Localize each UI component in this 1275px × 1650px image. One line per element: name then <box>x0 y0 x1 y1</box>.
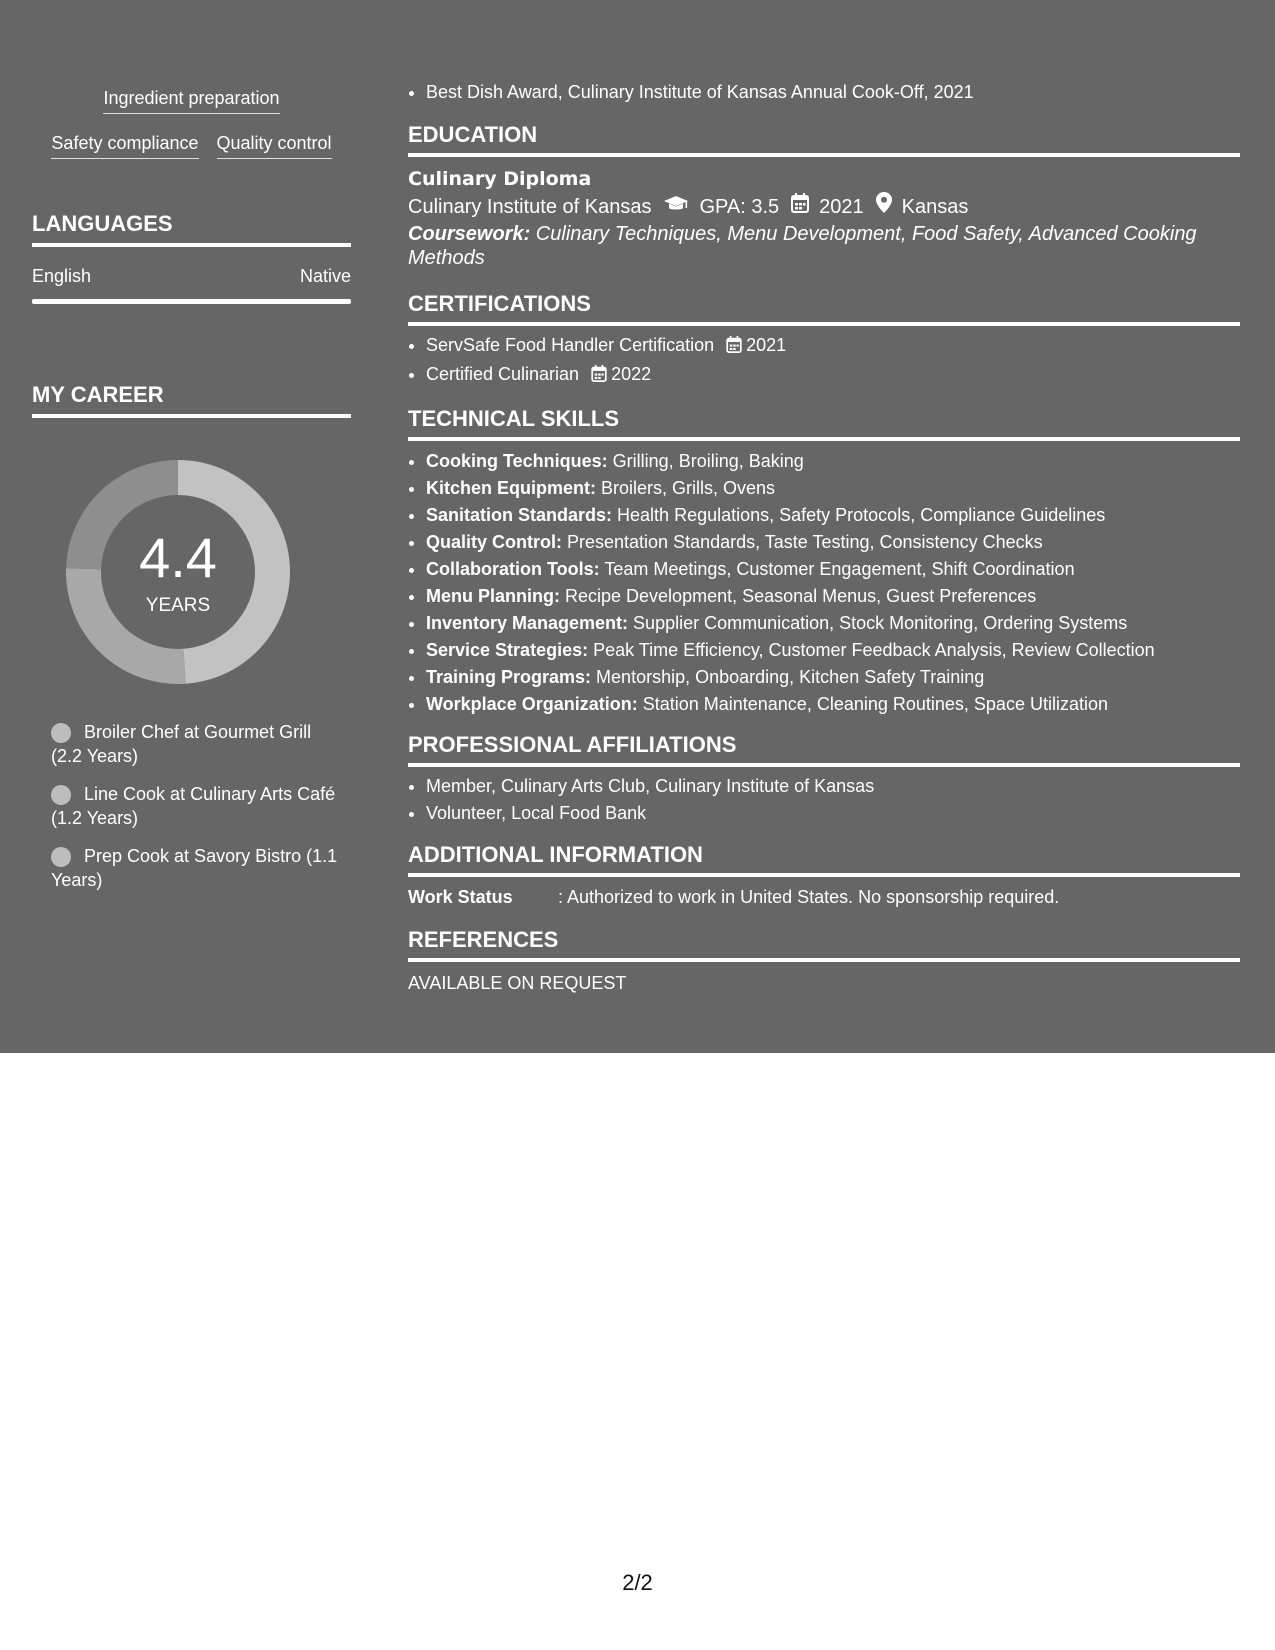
technical-skill-item <box>426 664 1240 691</box>
skill-category: Service Strategies: <box>426 640 589 660</box>
education-details <box>408 192 1240 222</box>
skill-tag: Ingredient preparation <box>103 86 279 114</box>
skill-category: Training Programs: <box>426 667 592 687</box>
skill-values: Supplier Communication, Stock Monitoring, Ordering Systems <box>628 613 1128 633</box>
skill-values: Peak Time Efficiency, Customer Feedback Analysis, Review Collection <box>588 640 1155 660</box>
affiliation-item: • Volunteer, Local Food Bank <box>426 800 1240 827</box>
section-title: MY CAREER <box>32 382 164 407</box>
coursework-label: Coursework: <box>408 223 531 245</box>
calendar-icon <box>726 334 742 361</box>
career-total-unit: YEARS <box>145 595 211 616</box>
career-total-value: 4.4 <box>139 526 217 589</box>
skill-values: Mentorship, Onboarding, Kitchen Safety Training <box>591 667 985 687</box>
technical-skill-item <box>426 448 1240 475</box>
affiliations-section <box>408 732 1240 827</box>
skill-tag: Safety compliance <box>51 131 198 159</box>
certification-name: ServSafe Food Handler Certification <box>426 335 715 355</box>
graduation-cap-icon <box>663 192 689 222</box>
graduation-year: 2021 <box>819 196 864 218</box>
technical-skill-item <box>426 556 1240 583</box>
technical-skills-list <box>408 448 1240 718</box>
affiliations-list <box>408 773 1240 827</box>
legend-dot <box>51 847 71 867</box>
languages-section <box>32 211 351 247</box>
section-rule <box>408 763 1240 767</box>
additional-info-section <box>408 842 1240 910</box>
career-legend <box>51 720 341 906</box>
skill-tag: Quality control <box>217 131 332 159</box>
career-donut-chart <box>66 460 290 684</box>
section-title: PROFESSIONAL AFFILIATIONS <box>408 732 737 757</box>
legend-dot <box>51 723 71 743</box>
section-title: REFERENCES <box>408 927 559 952</box>
career-legend-label: Broiler Chef at Gourmet Grill (2.2 Years) <box>51 722 312 766</box>
calendar-icon <box>791 192 809 222</box>
career-legend-item <box>51 844 341 892</box>
certification-item <box>426 361 1240 390</box>
skills-row <box>32 86 351 114</box>
section-title: EDUCATION <box>408 122 538 147</box>
skill-category: Workplace Organization: <box>426 694 638 714</box>
work-status-label: Work Status <box>408 887 513 907</box>
skill-category: Menu Planning: <box>426 586 560 606</box>
section-title: ADDITIONAL INFORMATION <box>408 842 703 867</box>
technical-skill-item <box>426 583 1240 610</box>
awards-list <box>408 79 1240 106</box>
gpa: GPA: 3.5 <box>699 196 780 218</box>
certifications-section <box>408 291 1240 390</box>
technical-skill-item <box>426 529 1240 556</box>
skill-category: Collaboration Tools: <box>426 559 600 579</box>
certification-name: Certified Culinarian <box>426 364 580 384</box>
certification-year: 2022 <box>611 364 652 384</box>
references-section <box>408 927 1240 996</box>
work-status-row <box>408 884 1240 910</box>
degree-title: Culinary Diploma <box>408 168 592 190</box>
language-name: English <box>32 266 92 286</box>
affiliation-item: • Member, Culinary Arts Club, Culinary Institute of Kansas <box>426 773 1240 800</box>
coursework-list: Culinary Techniques, Menu Development, Food Safety, Advanced Cooking Methods <box>408 223 1197 269</box>
skill-values: Team Meetings, Customer Engagement, Shift Coordination <box>599 559 1075 579</box>
certification-item <box>426 332 1240 361</box>
certifications-list <box>408 332 1240 390</box>
skill-category: Inventory Management: <box>426 613 629 633</box>
section-rule <box>408 322 1240 326</box>
technical-skill-item <box>426 475 1240 502</box>
references-text: AVAILABLE ON REQUEST <box>408 973 627 993</box>
skill-values: Recipe Development, Seasonal Menus, Guest Preferences <box>560 586 1037 606</box>
language-level: Native <box>299 266 351 286</box>
skill-values: Station Maintenance, Cleaning Routines, Space Utilization <box>637 694 1108 714</box>
right-column <box>408 0 1240 996</box>
language-level-bar <box>32 299 351 304</box>
career-legend-label: Line Cook at Culinary Arts Café (1.2 Years) <box>51 784 336 828</box>
career-legend-label: Prep Cook at Savory Bistro (1.1 Years) <box>51 846 338 890</box>
section-rule <box>408 873 1240 877</box>
award-item: • Best Dish Award, Culinary Institute of Kansas Annual Cook-Off, 2021 <box>426 79 1240 106</box>
section-rule <box>408 153 1240 157</box>
career-legend-item <box>51 720 341 768</box>
technical-skills-section <box>408 406 1240 718</box>
page-number: 2/2 <box>622 1570 653 1595</box>
calendar-icon <box>591 363 607 390</box>
skill-category: Cooking Techniques: <box>426 451 608 471</box>
skill-values: Grilling, Broiling, Baking <box>607 451 804 471</box>
coursework <box>408 222 1240 270</box>
section-title: CERTIFICATIONS <box>408 291 591 316</box>
career-section <box>32 382 351 418</box>
map-pin-icon <box>876 192 892 222</box>
skill-values: Broilers, Grills, Ovens <box>596 478 776 498</box>
section-rule <box>408 958 1240 962</box>
skills-tags <box>32 86 351 176</box>
language-row <box>32 266 351 287</box>
school-name: Culinary Institute of Kansas <box>408 196 652 218</box>
technical-skill-item <box>426 610 1240 637</box>
skill-category: Sanitation Standards: <box>426 505 613 525</box>
technical-skill-item <box>426 502 1240 529</box>
skill-values: Health Regulations, Safety Protocols, Compliance Guidelines <box>612 505 1106 525</box>
technical-skill-item <box>426 637 1240 664</box>
section-title: LANGUAGES <box>32 211 173 236</box>
certification-year: 2021 <box>746 335 787 355</box>
education-location: Kansas <box>901 196 969 218</box>
legend-dot <box>51 785 71 805</box>
work-status-value: : Authorized to work in United States. No sponsorship required. <box>558 887 1060 907</box>
technical-skill-item <box>426 691 1240 718</box>
section-rule <box>408 437 1240 441</box>
career-legend-item <box>51 782 341 830</box>
skill-category: Kitchen Equipment: <box>426 478 596 498</box>
section-rule <box>32 414 351 418</box>
section-rule <box>32 243 351 247</box>
skill-values: Presentation Standards, Taste Testing, Consistency Checks <box>562 532 1043 552</box>
skills-row <box>32 131 351 159</box>
skill-category: Quality Control: <box>426 532 562 552</box>
education-section <box>408 122 1240 270</box>
section-title: TECHNICAL SKILLS <box>408 406 620 431</box>
